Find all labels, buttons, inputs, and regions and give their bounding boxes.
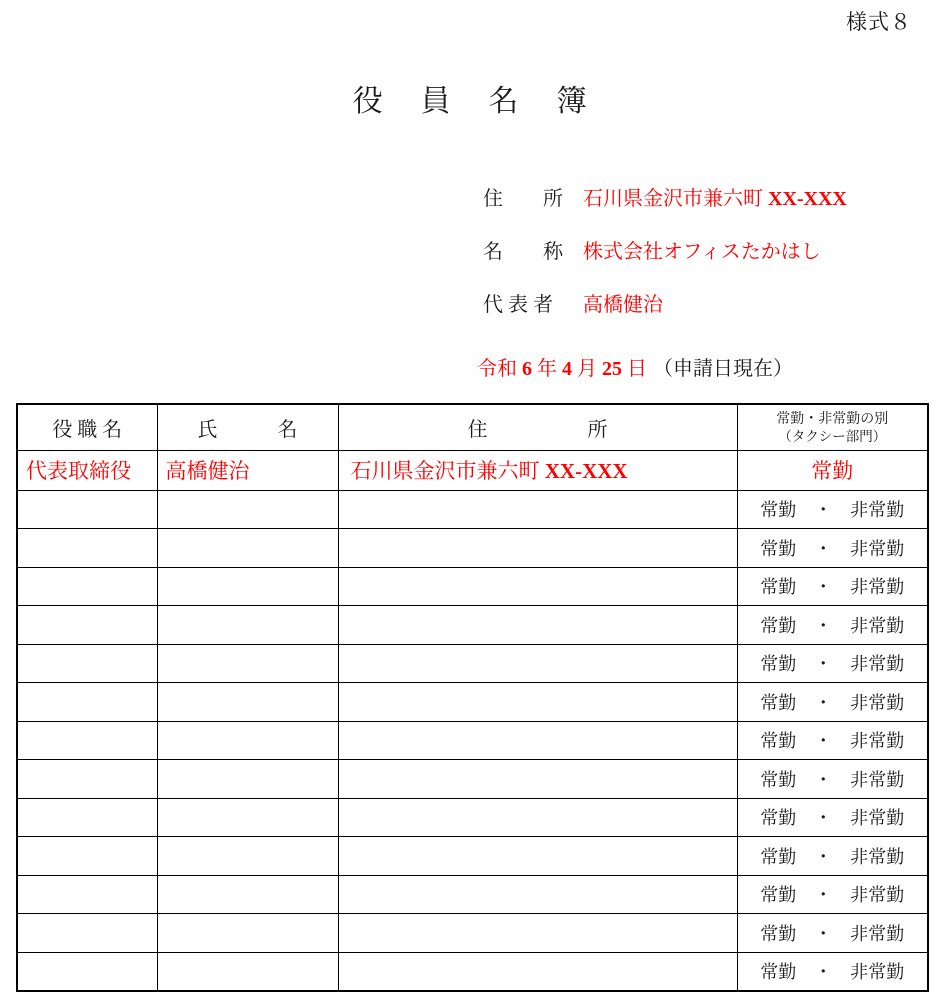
officer-address-cell: 石川県金沢市兼六町 XX-XXX [338,450,737,490]
empty-cell [17,914,157,953]
address-value: 石川県金沢市兼六町 XX-XXX [583,188,847,210]
header-status [737,404,928,450]
empty-cell [338,644,737,683]
empty-cell [157,567,338,606]
address-label: 住 所 [483,188,563,210]
officer-roster-table [16,403,929,992]
empty-cell [157,914,338,953]
empty-cell [157,644,338,683]
empty-cell [17,606,157,645]
representative-value: 高橋健治 [583,294,663,316]
empty-cell [157,683,338,722]
header-address: 住 所 [338,404,737,450]
empty-cell [157,529,338,568]
form-number: 様式８ [846,10,912,34]
empty-cell [338,490,737,529]
officer-row-empty [17,721,928,760]
table-header-row [17,404,928,450]
empty-cell [17,721,157,760]
empty-cell [338,914,737,953]
officer-row-empty [17,490,928,529]
officer-row-empty [17,952,928,991]
officer-row-empty [17,606,928,645]
officer-row-empty [17,529,928,568]
empty-cell [157,760,338,799]
officer-row-empty [17,683,928,722]
officer-row-empty [17,875,928,914]
empty-cell [338,721,737,760]
empty-cell [338,837,737,876]
empty-cell [157,875,338,914]
officer-address-code: XX-XXX [544,459,628,483]
empty-cell [157,721,338,760]
applicant-address-row [483,185,847,213]
officer-roster-table-wrap [16,403,929,992]
empty-cell [338,798,737,837]
document-title: 役 員 名 簿 [352,85,591,118]
officer-row-empty [17,760,928,799]
empty-cell [17,875,157,914]
officer-row-empty [17,837,928,876]
representative-label: 代 表 者 [483,294,553,316]
status-options-cell: 常勤 ・ 非常勤 [737,952,928,991]
officer-row-empty [17,798,928,837]
header-name: 氏 名 [157,404,338,450]
status-options-cell: 常勤 ・ 非常勤 [737,721,928,760]
company-name-label: 名 称 [483,241,563,263]
status-options-cell: 常勤 ・ 非常勤 [737,760,928,799]
header-position: 役 職 名 [17,404,157,450]
header-status-line1: 常勤・非常勤の別 [776,412,889,428]
empty-cell [17,760,157,799]
empty-cell [338,567,737,606]
empty-cell [157,798,338,837]
officer-status-cell: 常勤 [737,450,928,490]
empty-cell [338,683,737,722]
status-options-cell: 常勤 ・ 非常勤 [737,683,928,722]
officer-row-empty [17,644,928,683]
status-options-cell: 常勤 ・ 非常勤 [737,644,928,683]
status-options-cell: 常勤 ・ 非常勤 [737,798,928,837]
empty-cell [17,952,157,991]
empty-cell [157,837,338,876]
empty-cell [17,529,157,568]
applicant-name-row [483,238,821,266]
empty-cell [338,529,737,568]
empty-cell [338,606,737,645]
officer-name-cell: 高橋健治 [157,450,338,490]
address-code: XX-XXX [768,188,847,210]
empty-cell [17,683,157,722]
empty-cell [338,952,737,991]
empty-cell [17,837,157,876]
application-date-line [440,352,830,381]
company-name-value: 株式会社オフィスたかはし [583,241,821,263]
empty-cell [17,644,157,683]
empty-cell [17,798,157,837]
empty-cell [157,952,338,991]
status-options-cell: 常勤 ・ 非常勤 [737,837,928,876]
status-options-cell: 常勤 ・ 非常勤 [737,490,928,529]
date-note: （申請日現在） [653,358,793,380]
representative-row [483,291,663,319]
officer-position-cell: 代表取締役 [17,450,157,490]
officer-row-filled [17,450,928,490]
empty-cell [338,760,737,799]
status-options-cell: 常勤 ・ 非常勤 [737,529,928,568]
empty-cell [17,490,157,529]
empty-cell [17,567,157,606]
empty-cell [157,490,338,529]
status-options-cell: 常勤 ・ 非常勤 [737,567,928,606]
status-options-cell: 常勤 ・ 非常勤 [737,875,928,914]
officer-row-empty [17,567,928,606]
header-status-line2: （タクシー部門） [778,429,887,445]
status-options-cell: 常勤 ・ 非常勤 [737,914,928,953]
application-date: 令和 6 年 4 月 25 日 [477,358,647,380]
status-options-cell: 常勤 ・ 非常勤 [737,606,928,645]
empty-cell [157,606,338,645]
empty-rows-body [17,490,928,991]
officer-row-empty [17,914,928,953]
empty-cell [338,875,737,914]
